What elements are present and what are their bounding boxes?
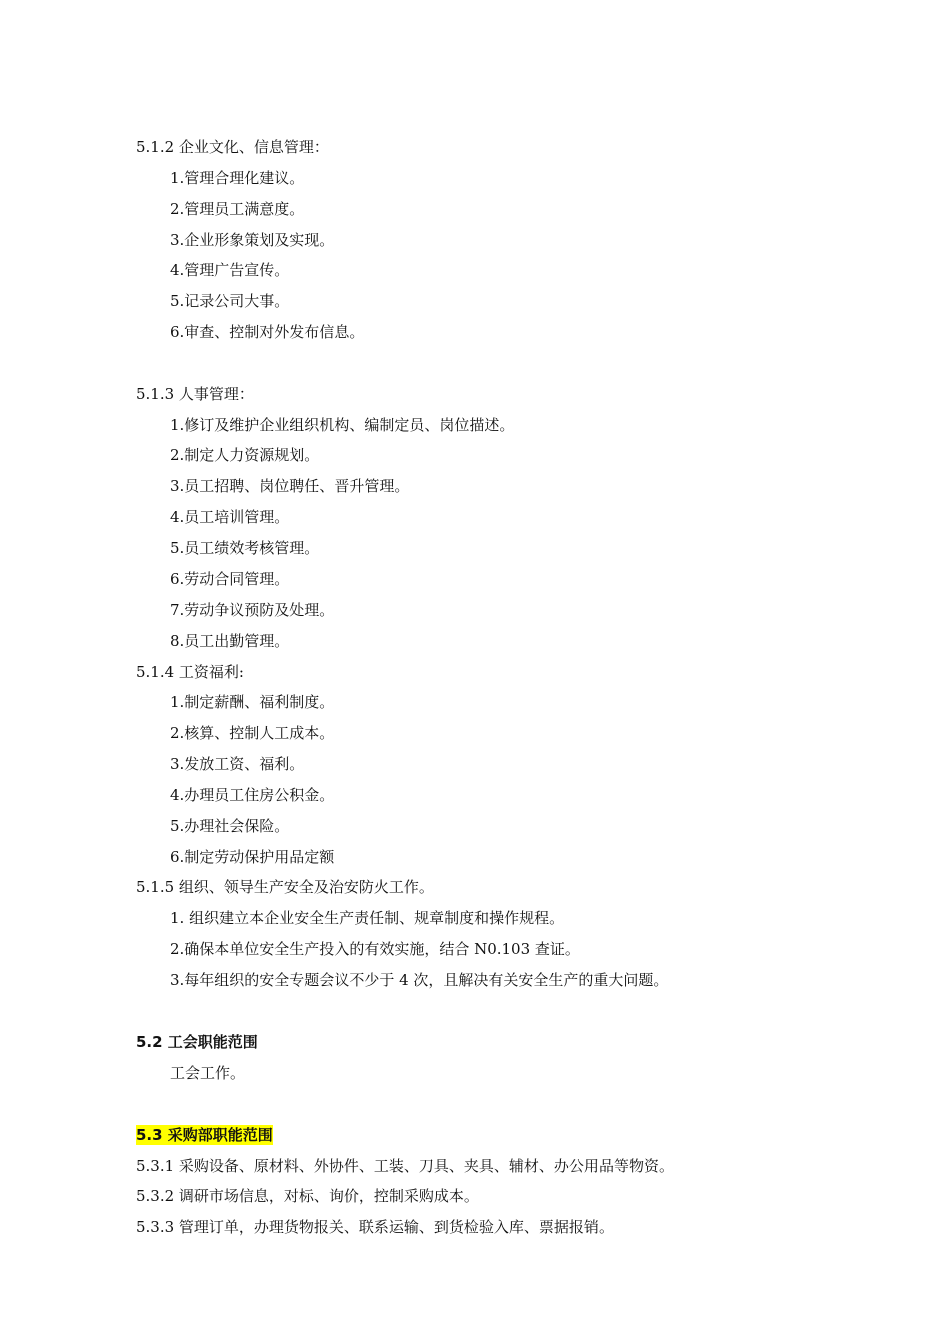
list-item: 8.员工出勤管理。 [170, 632, 290, 650]
list-item: 4.管理广告宣传。 [170, 261, 290, 279]
list-item: 5.员工绩效考核管理。 [170, 539, 320, 557]
list-item: 5.3.3 管理订单，办理货物报关、联系运输、到货检验入库、票据报销。 [136, 1218, 614, 1236]
list-item: 3.企业形象策划及实现。 [170, 231, 335, 249]
list-item: 6.制定劳动保护用品定额 [170, 848, 335, 866]
list-item: 5.3.1 采购设备、原材料、外协件、工装、刀具、夹具、辅材、办公用品等物资。 [136, 1157, 674, 1175]
list-item: 4.办理员工住房公积金。 [170, 786, 335, 804]
list-item: 6.劳动合同管理。 [170, 570, 290, 588]
list-item: 2.制定人力资源规划。 [170, 446, 320, 464]
section-heading-5-1-2: 5.1.2 企业文化、信息管理： [136, 138, 329, 156]
list-item: 5.3.2 调研市场信息，对标、询价，控制采购成本。 [136, 1187, 479, 1205]
section-heading-5-2: 5.2 工会职能范围 [136, 1033, 258, 1051]
list-item: 1. 组织建立本企业安全生产责任制、规章制度和操作规程。 [170, 909, 565, 927]
list-item: 1.修订及维护企业组织机构、编制定员、岗位描述。 [170, 416, 515, 434]
list-item: 2.核算、控制人工成本。 [170, 724, 335, 742]
list-item: 2.确保本单位安全生产投入的有效实施，结合 N0.103 查证。 [170, 940, 580, 958]
list-item: 1.制定薪酬、福利制度。 [170, 693, 335, 711]
list-item: 6.审查、控制对外发布信息。 [170, 323, 365, 341]
list-item: 5.记录公司大事。 [170, 292, 290, 310]
section-body: 工会工作。 [170, 1064, 246, 1082]
list-item: 5.办理社会保险。 [170, 817, 290, 835]
section-heading-5-1-5: 5.1.5 组织、领导生产安全及治安防火工作。 [136, 878, 434, 896]
list-item: 7.劳动争议预防及处理。 [170, 601, 335, 619]
list-item: 3.每年组织的安全专题会议不少于 4 次，且解决有关安全生产的重大问题。 [170, 971, 669, 989]
list-item: 2.管理员工满意度。 [170, 200, 305, 218]
list-item: 4.员工培训管理。 [170, 508, 290, 526]
list-item: 1.管理合理化建议。 [170, 169, 305, 187]
list-item: 3.员工招聘、岗位聘任、晋升管理。 [170, 477, 410, 495]
list-item: 3.发放工资、福利。 [170, 755, 305, 773]
section-heading-5-3: 5.3 采购部职能范围 [136, 1126, 273, 1144]
section-heading-5-1-4: 5.1.4 工资福利: [136, 663, 244, 681]
section-heading-5-1-3: 5.1.3 人事管理： [136, 385, 254, 403]
